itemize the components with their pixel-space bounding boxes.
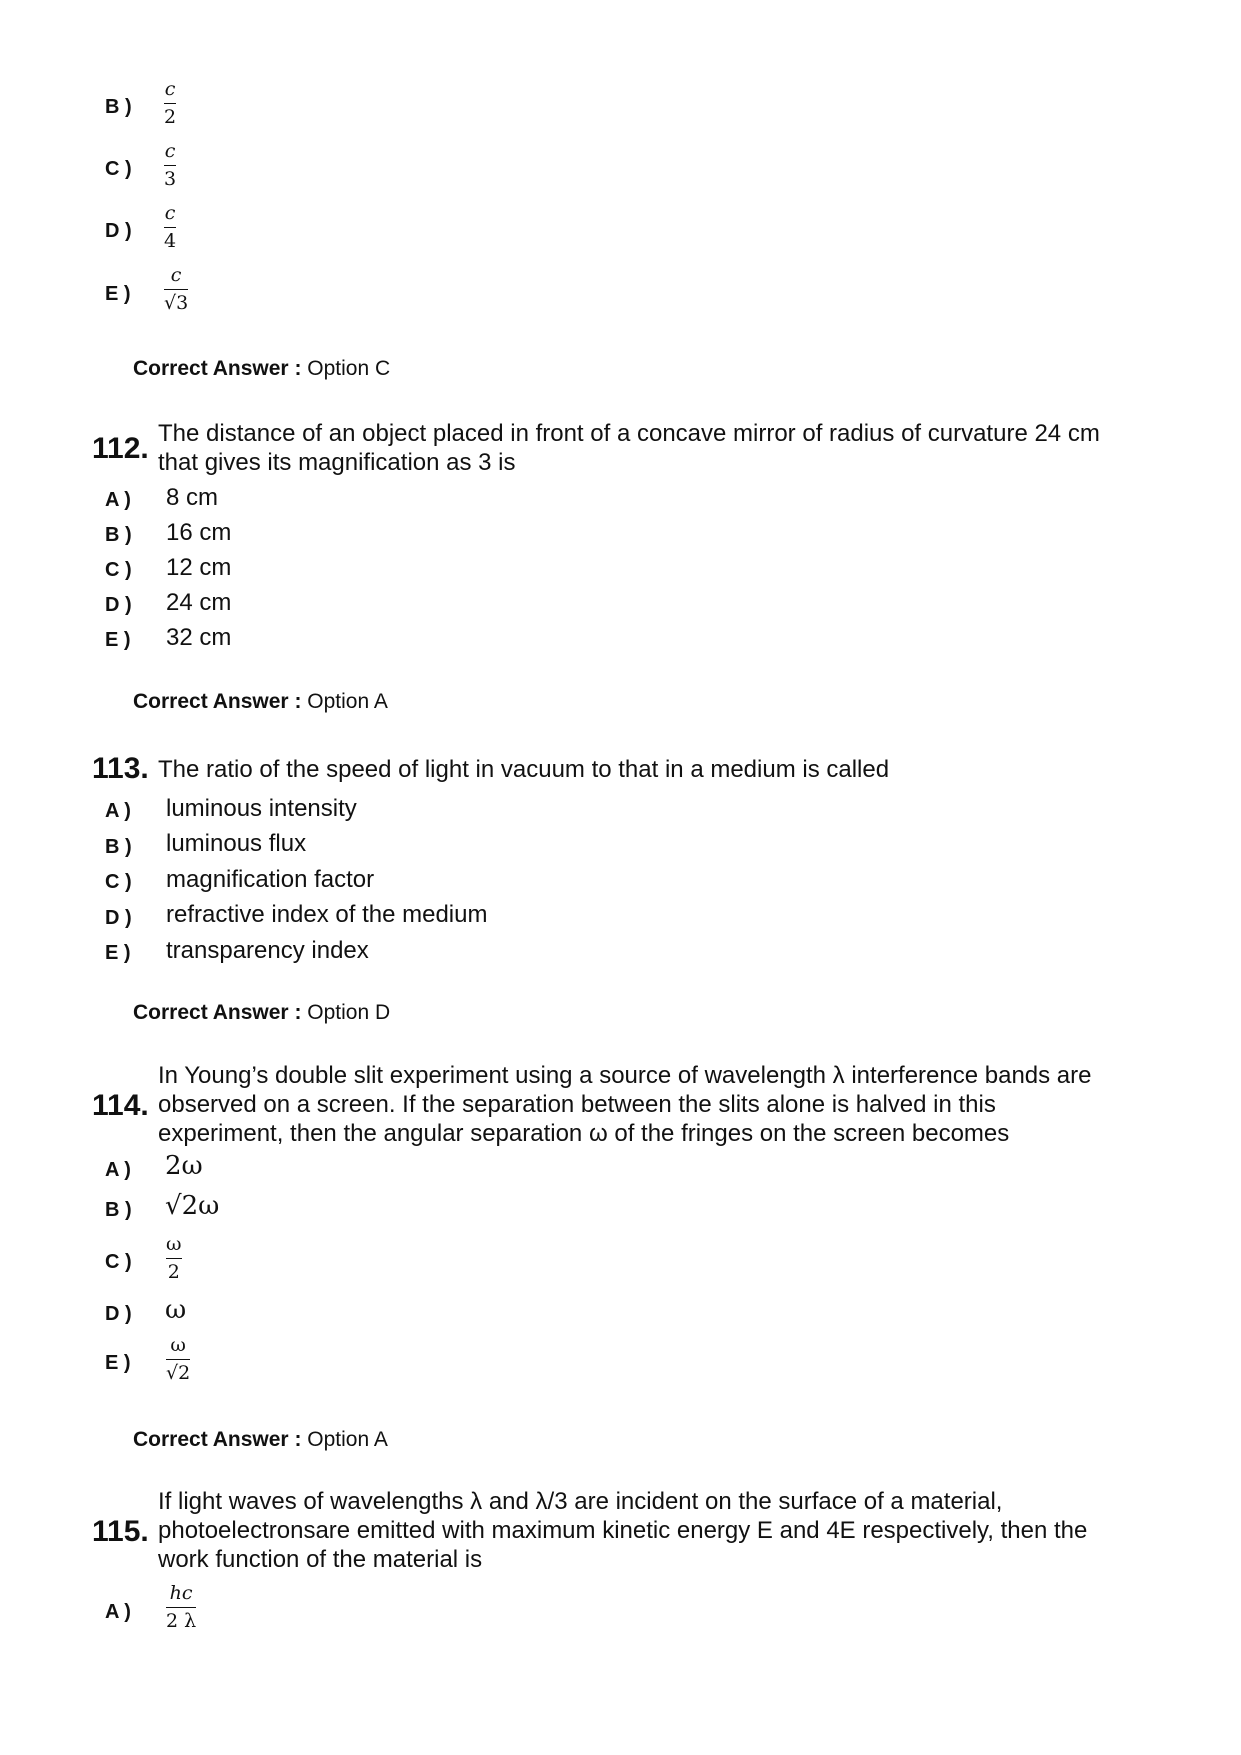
question-line: that gives its magnification as 3 is xyxy=(158,449,516,476)
fraction-denominator: √2 xyxy=(166,1362,191,1384)
q111-option-c-label: C ) xyxy=(105,158,132,180)
fraction-bar xyxy=(164,165,176,166)
q113-option-d-text: refractive index of the medium xyxy=(166,901,488,928)
q114-question-text xyxy=(158,1061,1092,1148)
q112-correct-answer xyxy=(133,690,388,714)
q112-option-c-text: 12 cm xyxy=(166,554,232,581)
question-line: The distance of an object placed in front of a concave mirror of radius of curvature 24 cm xyxy=(158,420,1100,447)
q113-option-e-label: E ) xyxy=(105,942,131,964)
fraction-bar xyxy=(164,227,176,228)
q113-number: 113. xyxy=(92,752,149,785)
question-line: If light waves of wavelengths λ and λ/3 are incident on the surface of a material, xyxy=(158,1488,1003,1515)
fraction-numerator: ω xyxy=(170,1334,186,1356)
fraction-numerator: hc xyxy=(169,1582,193,1604)
q114-option-d-label: D ) xyxy=(105,1303,132,1325)
question-line: The ratio of the speed of light in vacuum to that in a medium is called xyxy=(158,756,890,783)
q114-option-b-text: √2ω xyxy=(165,1191,220,1221)
q114-option-d-text: ω xyxy=(165,1295,187,1325)
fraction-numerator: c xyxy=(164,202,176,224)
q114-correct-answer xyxy=(133,1428,388,1452)
q112-option-c-label: C ) xyxy=(105,559,132,581)
q112-number: 112. xyxy=(92,432,149,465)
q115-number: 115. xyxy=(92,1515,149,1548)
q113-option-e-text: transparency index xyxy=(166,937,369,964)
q113-option-c-text: magnification factor xyxy=(166,866,375,893)
fraction-bar xyxy=(166,1359,190,1360)
fraction-denominator: 3 xyxy=(164,168,177,190)
q112-option-a-label: A ) xyxy=(105,489,131,511)
correct-answer-value: Option C xyxy=(301,357,391,380)
question-line: In Young’s double slit experiment using a source of wavelength λ interference bands are xyxy=(158,1062,1092,1089)
q114-option-a-label: A ) xyxy=(105,1159,131,1181)
q112-option-d-label: D ) xyxy=(105,594,132,616)
fraction-numerator: ω xyxy=(166,1233,182,1255)
q115-option-a-fraction xyxy=(166,1582,196,1632)
question-line: experiment, then the angular separation ω of the fringes on the screen becomes xyxy=(158,1120,1010,1147)
q112-option-e-label: E ) xyxy=(105,629,131,651)
fraction-denominator: 2 xyxy=(167,1261,180,1283)
q111-option-c-fraction xyxy=(164,140,176,190)
q114-option-e-label: E ) xyxy=(105,1352,131,1374)
correct-answer-label: Correct Answer : xyxy=(133,690,302,713)
q114-option-a-text: 2ω xyxy=(165,1151,203,1181)
q112-option-a-text: 8 cm xyxy=(166,484,219,511)
fraction-bar xyxy=(166,1607,196,1608)
q111-option-b-fraction xyxy=(164,78,176,128)
q111-option-b-label: B ) xyxy=(105,96,132,118)
correct-answer-label: Correct Answer : xyxy=(133,1428,302,1451)
q113-option-a-text: luminous intensity xyxy=(166,795,357,822)
q111-correct-answer xyxy=(133,357,390,381)
q114-option-e-fraction xyxy=(166,1334,190,1384)
question-line: photoelectronsare emitted with maximum kinetic energy E and 4E respectively, then the xyxy=(158,1517,1088,1544)
fraction-numerator: c xyxy=(164,78,176,100)
correct-answer-label: Correct Answer : xyxy=(133,357,302,380)
q112-question-text xyxy=(158,419,1100,477)
correct-answer-label: Correct Answer : xyxy=(133,1001,302,1024)
correct-answer-value: Option D xyxy=(301,1001,391,1024)
fraction-bar xyxy=(166,1258,182,1259)
fraction-denominator: 4 xyxy=(164,230,177,252)
q113-question-text xyxy=(158,755,889,784)
fraction-denominator: 2 xyxy=(164,106,177,128)
q111-option-d-label: D ) xyxy=(105,220,132,242)
correct-answer-value: Option A xyxy=(301,690,388,713)
q113-option-b-label: B ) xyxy=(105,836,132,858)
q113-option-a-label: A ) xyxy=(105,800,131,822)
fraction-numerator: c xyxy=(164,140,176,162)
q114-option-c-fraction xyxy=(166,1233,182,1283)
fraction-bar xyxy=(164,289,188,290)
q111-option-d-fraction xyxy=(164,202,176,252)
q115-question-text xyxy=(158,1487,1087,1574)
fraction-denominator: 2 λ xyxy=(166,1610,197,1632)
q114-option-c-label: C ) xyxy=(105,1251,132,1273)
q115-option-a-label: A ) xyxy=(105,1601,131,1623)
q111-option-e-fraction xyxy=(164,264,188,314)
q113-option-c-label: C ) xyxy=(105,871,132,893)
q112-option-b-label: B ) xyxy=(105,524,132,546)
q113-option-d-label: D ) xyxy=(105,907,132,929)
q114-option-b-label: B ) xyxy=(105,1199,132,1221)
question-line: work function of the material is xyxy=(158,1546,483,1573)
q114-number: 114. xyxy=(92,1089,149,1122)
q112-option-e-text: 32 cm xyxy=(166,624,232,651)
q112-option-b-text: 16 cm xyxy=(166,519,232,546)
q111-option-e-label: E ) xyxy=(105,283,131,305)
q112-option-d-text: 24 cm xyxy=(166,589,232,616)
fraction-denominator: √3 xyxy=(164,292,189,314)
fraction-bar xyxy=(164,103,176,104)
fraction-numerator: c xyxy=(170,264,182,286)
question-line: observed on a screen. If the separation between the slits alone is halved in this xyxy=(158,1091,996,1118)
q113-option-b-text: luminous flux xyxy=(166,830,307,857)
correct-answer-value: Option A xyxy=(301,1428,388,1451)
q113-correct-answer xyxy=(133,1001,390,1025)
